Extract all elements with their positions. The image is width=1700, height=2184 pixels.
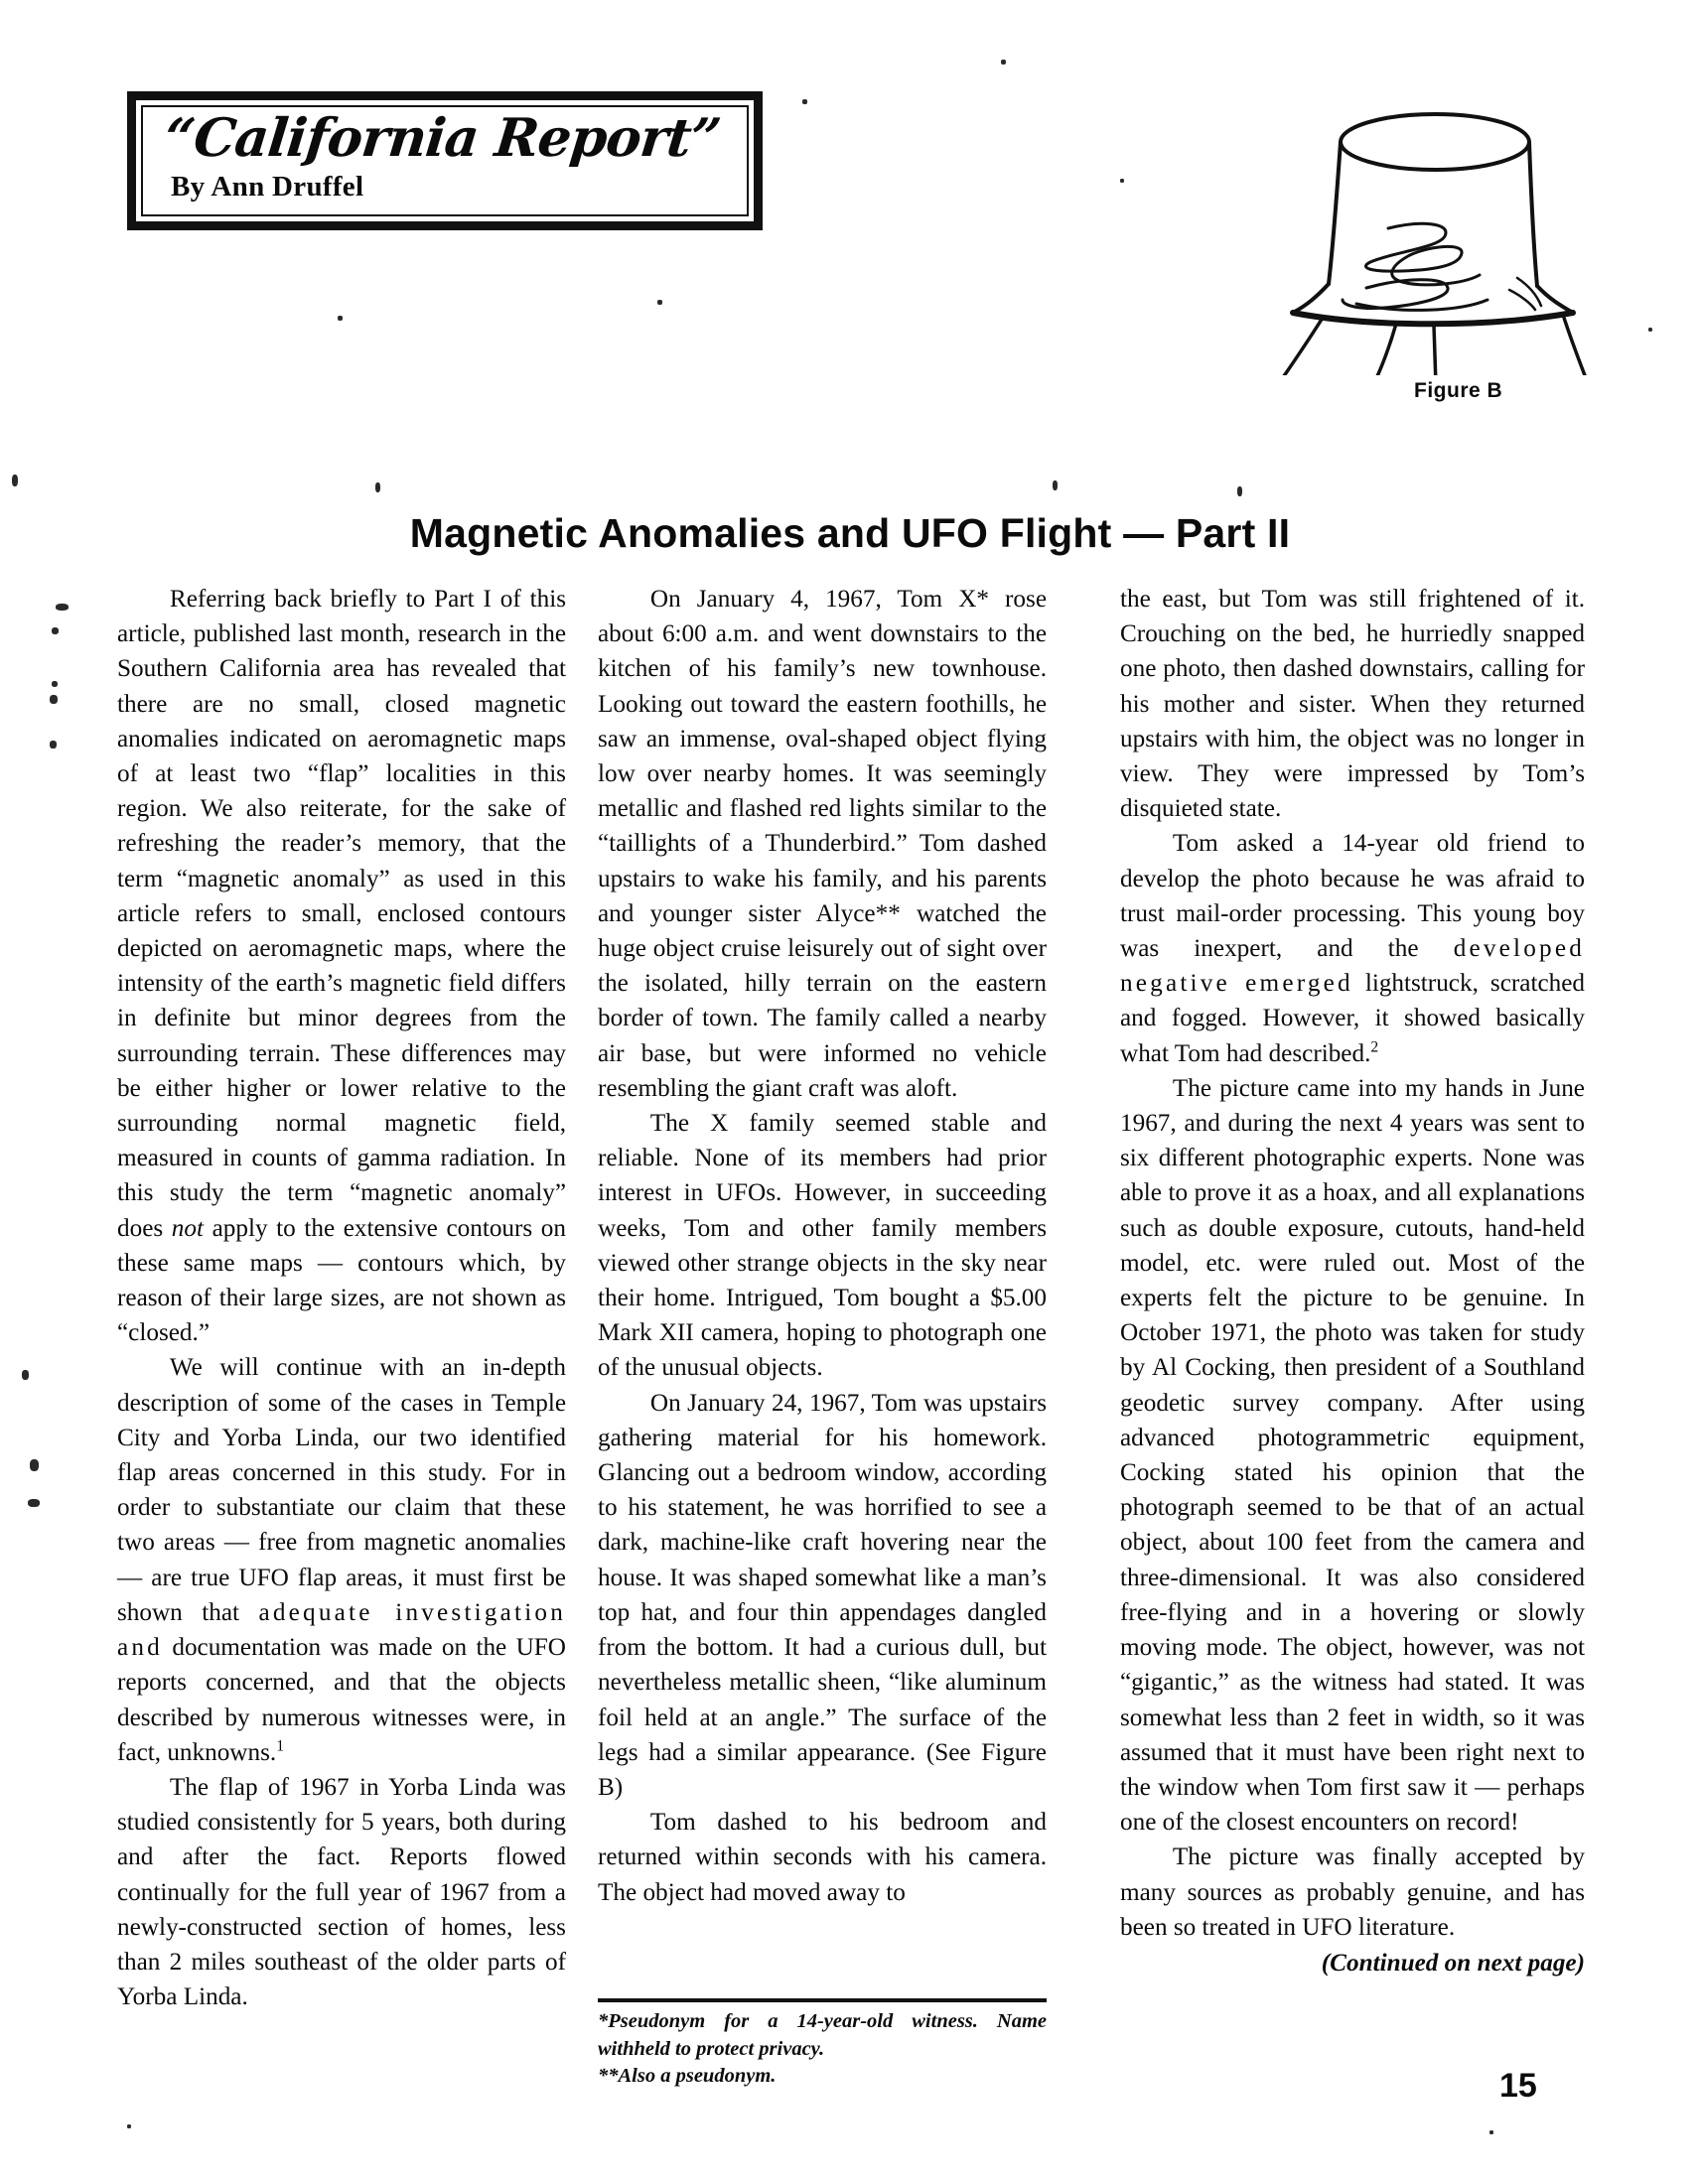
masthead-inner-border <box>141 105 749 216</box>
emphasis-not: not <box>171 1214 204 1242</box>
paragraph <box>1120 1071 1585 1840</box>
scan-speckle <box>12 475 18 486</box>
scan-speckle <box>50 695 58 704</box>
paragraph-text: The flap of 1967 in Yorba Linda was studied consistently for 5 years, both during and after the fact. Reports flowed continually for the full year of 1967 from a newly-constructed section of homes, less than 2 miles southeast of the older parts of Yorba Linda. <box>117 1773 566 2011</box>
paragraph <box>1120 1840 1585 1980</box>
continued-note: (Continued on next page) <box>1321 1949 1585 1977</box>
paragraph <box>598 582 1047 1106</box>
body-column-2 <box>598 582 1047 1910</box>
paragraph-text: Referring back briefly to Part I of this article, published last month, research in the Southern California area has revealed that there are no small, closed magnetic anomalies indicated on aeromagnetic maps of at least two “flap” localities in this region. We also reiterate, for the sake of refreshing the reader’s memory, that the term “magnetic anomaly” as used in this article refers to small, enclosed contours depicted on aeromagnetic maps, where the intensity of the earth’s magnetic field differs in definite but minor degrees from the surrounding terrain. These differences may be either higher or lower relative to the surrounding normal magnetic field, measured in counts of gamma radiation. In this study the term <box>117 586 566 1207</box>
scan-speckle <box>657 300 662 305</box>
paragraph <box>1120 582 1585 826</box>
paragraph <box>598 1386 1047 1805</box>
paragraph <box>598 1106 1047 1386</box>
paragraph <box>117 1350 566 1769</box>
paragraph-text: The picture came into my hands in June 1967, and during the next 4 years was sent to six different photographic experts. None was able to prove it as a hoax, and all explanations such as double exposure, cutouts, hand-held model, etc. were ruled out. Most of the experts felt the picture to be genuine. In October 1971, the photo was taken for study by Al Cocking, then president of a Southland geodetic survey company. After using advanced photogrammetric equipment, Cocking stated his opinion that the photograph seemed to be that of an actual object, about 100 feet from the camera and three-dimensional. It was also considered free-flying and in a hovering or slowly moving mode. The object, however, was not “gigantic,” as the witness had stated. It was somewhat less than 2 feet in width, so it was assumed that it must have been right next to the window when Tom first saw it — perhaps one of the closest encounters on record! <box>1120 1074 1585 1837</box>
scan-speckle <box>52 627 59 634</box>
footnote-block <box>598 2008 1047 2091</box>
scan-speckle <box>1489 2130 1493 2134</box>
scan-speckle <box>1053 480 1058 490</box>
paragraph-text: lightstruck, scratched and fogged. However, it showed basically what Tom had described. <box>1120 970 1585 1067</box>
scan-speckle <box>56 604 69 611</box>
footnote-divider <box>598 1998 1047 2002</box>
scan-speckle <box>1237 486 1242 496</box>
footnote-item: *Pseudonym for a 14-year-old witness. Name withheld to protect privacy. <box>598 2010 1047 2060</box>
page-number: 15 <box>1499 2067 1537 2105</box>
scan-speckle <box>375 482 380 492</box>
scan-speckle <box>802 99 807 104</box>
scan-speckle <box>28 1499 40 1507</box>
tracked-line: developed negative emerged <box>1120 935 1585 998</box>
body-column-1 <box>117 582 566 2014</box>
paragraph-text: On January 24, 1967, Tom was upstairs gathering material for his homework. Glancing out a bedroom window, according to his statement, he was horrified to see a dark, machine-like craft hovering near the house. It was shaped somewhat like a man’s top hat, and four thin appendages dangled from the bottom. It had a curious dull, but nevertheless metallic sheen, “like aluminum foil held at an angle.” The surface of the legs had a similar appearance. (See Figure B) <box>598 1389 1047 1801</box>
figure-caption: Figure B <box>1414 379 1503 402</box>
scan-speckle <box>1120 179 1124 183</box>
scan-speckle <box>50 741 57 749</box>
paragraph-text: On January 4, 1967, Tom X* rose about 6:00 a.m. and went downstairs to the kitchen of his family’s new townhouse. Looking out toward the eastern foothills, he saw an immense, oval-shaped object flying low over nearby homes. It was seemingly metallic and flashed red lights similar to the “taillights of a Thunderbird.” Tom dashed upstairs to wake his family, and his parents and younger sister Alyce** watched the huge object cruise leisurely out of sight over the isolated, hilly terrain on the eastern border of town. The family called a nearby air base, but were informed no vehicle resembling the giant craft was aloft. <box>598 586 1047 1102</box>
masthead-title: “California Report” <box>161 107 724 169</box>
paragraph-text: The X family seemed stable and reliable. None of its members had prior interest in UFOs. However, in succeeding weeks, Tom and other family members viewed other strange objects in the sky near their home. Intrigued, Tom bought a $5.00 Mark XII camera, hoping to photograph one of the unusual objects. <box>598 1110 1047 1382</box>
scan-speckle <box>127 2124 131 2128</box>
article-headline: Magnetic Anomalies and UFO Flight — Part II <box>409 510 1291 557</box>
footnote-item: **Also a pseudonym. <box>598 2065 777 2087</box>
ufo-top-hat-icon <box>1172 58 1599 375</box>
paragraph-text: We will continue with an in-depth description of some of the cases in Temple City and Yorba Linda, our two identified flap areas concerned in this study. For in order to substantiate our claim that these two areas — free from magnetic anomalies — are true UFO flap areas, it must first be shown that <box>117 1354 566 1626</box>
scan-speckle <box>52 681 58 687</box>
scan-speckle <box>22 1370 29 1380</box>
scan-speckle <box>1648 328 1652 332</box>
paragraph-text: the east, but Tom was still frightened of it. Crouching on the bed, he hurriedly snapped one photo, then dashed downstairs, calling for his mother and sister. When they returned upstairs with him, the object was no longer in view. They were impressed by Tom’s disquieted state. <box>1120 586 1585 823</box>
masthead-box <box>127 91 763 230</box>
paragraph-text: The picture was finally accepted by many sources as probably genuine, and has been so treated in UFO literature. <box>1120 1843 1585 1941</box>
scan-speckle <box>30 1459 39 1471</box>
tracked-line: adequate investigation and <box>117 1598 566 1662</box>
body-column-3 <box>1120 582 1585 1980</box>
paragraph-text: apply to the extensive contours on these same maps — contours which, by reason of their large sizes, are not shown as “closed.” <box>117 1214 566 1347</box>
paragraph-text: “magnetic anomaly” does <box>117 1179 567 1242</box>
scan-speckle <box>338 316 343 321</box>
paragraph-text: Tom dashed to his bedroom and returned within seconds with his camera. The object had moved away to <box>598 1809 1047 1906</box>
paragraph-text: documentation was made on the UFO reports concerned, and that the objects described by numerous witnesses were, in fact, unknowns. <box>117 1634 566 1766</box>
paragraph <box>598 1805 1047 1910</box>
figure-b-illustration <box>1172 58 1599 402</box>
paragraph <box>1120 826 1585 1070</box>
paragraph <box>117 582 566 1350</box>
masthead-byline: By Ann Druffel <box>171 171 364 204</box>
paragraph-text: Tom asked a 14-year old friend to develop the photo because he was afraid to trust mail-order processing. This young boy was inexpert, and the <box>1120 830 1585 963</box>
footnote-marker-2: 2 <box>1370 1038 1379 1056</box>
scan-speckle <box>1001 60 1006 65</box>
footnote-marker-1: 1 <box>276 1737 285 1755</box>
paragraph <box>117 1770 566 2014</box>
